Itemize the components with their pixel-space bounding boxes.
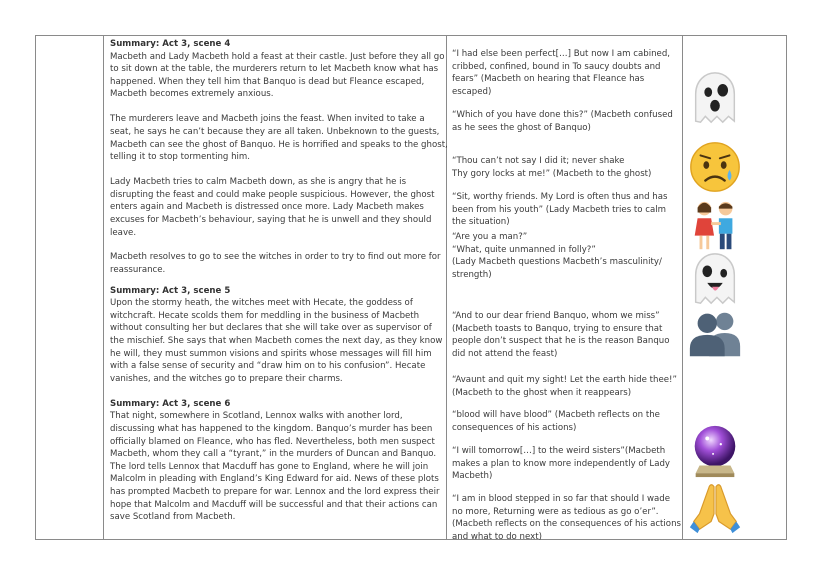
quote: “And to our dear friend Banquo, whom we miss” (Macbeth toasts to Banquo, trying to ensure that people don’t suspect that he is the reason Banquo did not attend the feast)	[452, 311, 670, 359]
praying-hands-icon	[686, 477, 744, 535]
column-divider	[682, 36, 683, 539]
summary-table	[35, 35, 787, 540]
summary-paragraph: Lady Macbeth tries to calm Macbeth down, as she is angry that he is disrupting the feast and could make people suspicious. However, the ghost enters again and Macbeth is distressed once more. Lady Macbeth makes excuses for Macbeth’s behaviour, saying that he is unwell and they should leave.	[110, 177, 435, 238]
silhouettes-icon	[686, 304, 744, 362]
couple-icon	[686, 197, 744, 255]
quote: “Sit, worthy friends. My Lord is often thus and has been from his youth” (Lady Macbeth tries to calm the situation)	[452, 192, 668, 228]
summary-column	[110, 38, 448, 536]
summary-paragraph: The murderers leave and Macbeth joins the feast. When invited to take a seat, he says he can’t because they are all taken. Unbeknown to the guests, Macbeth can see the ghost of Banquo. He is horrified and speaks to the ghost, telling it to stop tormenting him.	[110, 114, 448, 163]
summary-paragraph: That night, somewhere in Scotland, Lennox walks with another lord, discussing what has happened to the kingdom. Banquo’s murder has been officially blamed on Fleance, who has fled. Nevertheless, both men suspect Macbeth, whom they call a “tyrant,” in the murders of Duncan and Banquo. The lord tells Lennox that Macduff has gone to England, where he will join Malcolm in pleading with England’s King Edward for aid. News of these plots has prompted Macbeth to prepare for war. Lennox and the lord express their hope that Malcolm and Macduff will be successful and that their actions can save Scotland from Macbeth.	[110, 411, 440, 523]
sad-face-icon	[686, 138, 744, 196]
summary-heading: Summary: Act 3, scene 6	[110, 398, 231, 409]
quote: “Are you a man?” “What, quite unmanned in folly?” (Lady Macbeth questions Macbeth’s masculinity/ strength)	[452, 232, 662, 280]
quote: “blood will have blood” (Macbeth reflects on the consequences of his actions)	[452, 410, 660, 433]
quote: “I am in blood stepped in so far that should I wade no more, Returning were as tedious as go o’er”. (Macbeth reflects on the consequences of his actions and what to do next)	[452, 494, 681, 542]
quote: “Which of you have done this?” (Macbeth confused as he sees the ghost of Banquo)	[452, 110, 673, 133]
quote: “I had else been perfect[…] But now I am cabined, cribbed, confined, bound in To saucy doubts and fears” (Macbeth on hearing that Fleance has escaped)	[452, 49, 671, 97]
summary-paragraph: Macbeth and Lady Macbeth hold a feast at their castle. Just before they all go to sit down at the table, the murderers return to let Macbeth know what has happened. When they tell him that Banquo is dead but Fleance escaped, Macbeth becomes extremely anxious.	[110, 51, 445, 100]
quote: “Avaunt and quit my sight! Let the earth hide thee!” (Macbeth to the ghost when it reappears)	[452, 375, 677, 398]
quote: “Thou can’t not say I did it; never shake Thy gory locks at me!” (Macbeth to the ghost)	[452, 156, 652, 179]
ghost-icon	[686, 250, 744, 308]
summary-heading: Summary: Act 3, scene 4	[110, 39, 231, 49]
summary-paragraph: Macbeth resolves to go to see the witches in order to try to find out more for reassurance.	[110, 252, 441, 276]
summary-paragraph: Upon the stormy heath, the witches meet with Hecate, the goddess of witchcraft. Hecate scolds them for meddling in the business of Macbeth without consulting her but declares that she will take over as supervisor of the mischief. She says that when Macbeth comes the next day, as they know he will, they must summon visions and spirits whose messages will fill him with a false sense of security and “draw him on to his confusion”. Hecate vanishes, and the witches go to prepare their charms.	[110, 298, 443, 384]
summary-heading: Summary: Act 3, scene 5	[110, 285, 231, 296]
crystal-ball-icon	[686, 421, 744, 479]
column-divider	[103, 36, 104, 539]
quote: “I will tomorrow[…] to the weird sisters”(Macbeth makes a plan to know more independently of Lady Macbeth)	[452, 446, 671, 482]
ghost-icon	[686, 69, 744, 127]
